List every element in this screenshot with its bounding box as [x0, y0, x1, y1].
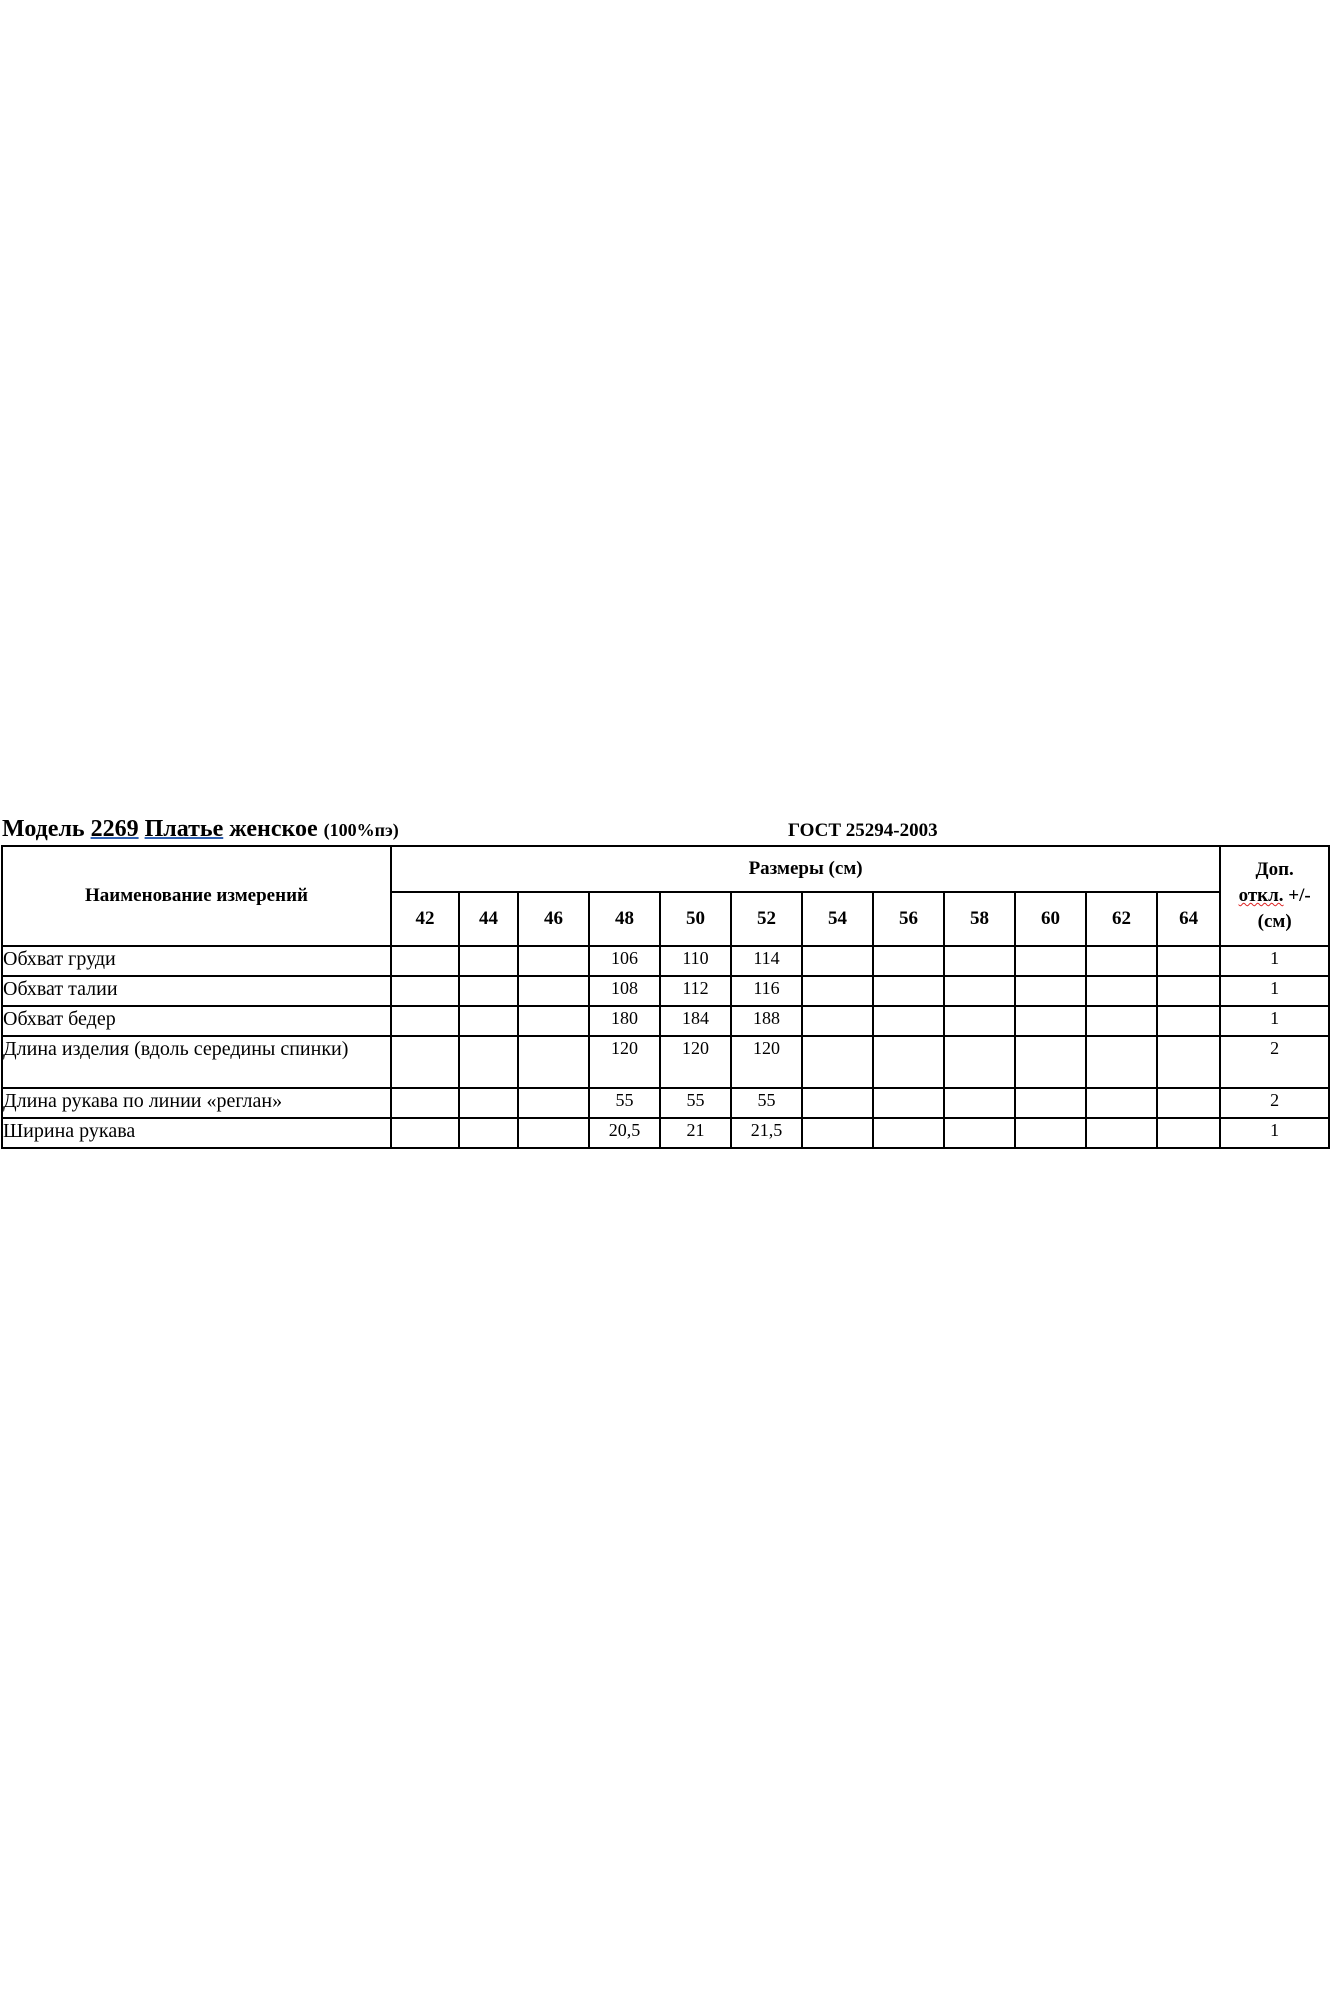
- size-value-50: 21: [660, 1118, 731, 1148]
- size-value-64: [1157, 1036, 1220, 1088]
- size-value-48: 20,5: [589, 1118, 660, 1148]
- size-value-60: [1015, 1118, 1086, 1148]
- size-value-42: [391, 1006, 459, 1036]
- size-value-46: [518, 946, 589, 976]
- allowed-deviation: 2: [1220, 1036, 1329, 1088]
- size-header-48: 48: [589, 892, 660, 946]
- size-value-52: 21,5: [731, 1118, 802, 1148]
- table-row: [2, 946, 1329, 976]
- size-value-64: [1157, 1118, 1220, 1148]
- size-header-42: 42: [391, 892, 459, 946]
- size-value-62: [1086, 1088, 1157, 1118]
- size-header-44: 44: [459, 892, 518, 946]
- allowed-deviation: 1: [1220, 1118, 1329, 1148]
- size-value-62: [1086, 946, 1157, 976]
- size-value-48: 108: [589, 976, 660, 1006]
- size-header-54: 54: [802, 892, 873, 946]
- size-value-44: [459, 1118, 518, 1148]
- size-value-44: [459, 1088, 518, 1118]
- size-header-64: 64: [1157, 892, 1220, 946]
- table-row: [2, 1118, 1329, 1148]
- size-value-58: [944, 1088, 1015, 1118]
- sizes-group-header: Размеры (см): [391, 846, 1220, 892]
- table-row: [2, 1006, 1329, 1036]
- size-value-64: [1157, 1088, 1220, 1118]
- size-value-56: [873, 946, 944, 976]
- size-value-62: [1086, 976, 1157, 1006]
- table-row: [2, 1088, 1329, 1118]
- size-value-54: [802, 1036, 873, 1088]
- deviation-header-part4: (см): [1257, 911, 1292, 932]
- size-value-58: [944, 976, 1015, 1006]
- size-value-60: [1015, 1088, 1086, 1118]
- size-value-56: [873, 1088, 944, 1118]
- allowed-deviation: 1: [1220, 946, 1329, 976]
- measurement-name: Длина рукава по линии «реглан»: [2, 1088, 391, 1118]
- measurement-name: Длина изделия (вдоль середины спинки): [2, 1036, 391, 1088]
- size-value-50: 184: [660, 1006, 731, 1036]
- size-value-60: [1015, 1006, 1086, 1036]
- size-value-44: [459, 1036, 518, 1088]
- size-value-64: [1157, 946, 1220, 976]
- size-value-42: [391, 1036, 459, 1088]
- model-title: [2, 812, 399, 847]
- size-value-42: [391, 1118, 459, 1148]
- size-value-56: [873, 1118, 944, 1148]
- size-value-54: [802, 1118, 873, 1148]
- size-value-60: [1015, 976, 1086, 1006]
- size-value-52: 188: [731, 1006, 802, 1036]
- size-value-50: 55: [660, 1088, 731, 1118]
- size-value-56: [873, 1036, 944, 1088]
- measurement-name: Обхват груди: [2, 946, 391, 976]
- size-value-48: 180: [589, 1006, 660, 1036]
- size-value-62: [1086, 1036, 1157, 1088]
- standard-code: ГОСТ 25294-2003: [788, 820, 938, 841]
- size-value-48: 106: [589, 946, 660, 976]
- deviation-header-part1: Доп.: [1255, 859, 1294, 880]
- deviation-header: [1220, 846, 1329, 946]
- size-value-46: [518, 1036, 589, 1088]
- size-value-50: 112: [660, 976, 731, 1006]
- allowed-deviation: 1: [1220, 976, 1329, 1006]
- size-value-60: [1015, 946, 1086, 976]
- size-value-50: 120: [660, 1036, 731, 1088]
- size-value-46: [518, 1088, 589, 1118]
- size-header-62: 62: [1086, 892, 1157, 946]
- size-value-44: [459, 976, 518, 1006]
- size-value-56: [873, 976, 944, 1006]
- size-header-58: 58: [944, 892, 1015, 946]
- size-value-54: [802, 1006, 873, 1036]
- measurement-name-header: Наименование измерений: [2, 846, 391, 946]
- size-value-64: [1157, 1006, 1220, 1036]
- size-value-52: 120: [731, 1036, 802, 1088]
- size-value-52: 114: [731, 946, 802, 976]
- size-value-48: 120: [589, 1036, 660, 1088]
- product-gender: женское: [229, 816, 318, 842]
- size-value-56: [873, 1006, 944, 1036]
- document-header: [2, 812, 1328, 846]
- size-value-46: [518, 1118, 589, 1148]
- size-value-50: 110: [660, 946, 731, 976]
- size-value-54: [802, 946, 873, 976]
- size-value-42: [391, 1088, 459, 1118]
- size-header-52: 52: [731, 892, 802, 946]
- size-value-58: [944, 1006, 1015, 1036]
- measurement-name: Ширина рукава: [2, 1118, 391, 1148]
- size-value-60: [1015, 1036, 1086, 1088]
- size-value-44: [459, 1006, 518, 1036]
- size-value-46: [518, 1006, 589, 1036]
- allowed-deviation: 1: [1220, 1006, 1329, 1036]
- size-value-44: [459, 946, 518, 976]
- measurement-name: Обхват талии: [2, 976, 391, 1006]
- model-label: Модель: [2, 816, 85, 842]
- fabric-composition: (100%пэ): [323, 820, 399, 840]
- size-value-64: [1157, 976, 1220, 1006]
- size-chart-table: [1, 845, 1330, 1149]
- size-value-58: [944, 946, 1015, 976]
- size-value-52: 116: [731, 976, 802, 1006]
- allowed-deviation: 2: [1220, 1088, 1329, 1118]
- size-value-54: [802, 976, 873, 1006]
- deviation-header-part3: +/-: [1288, 885, 1311, 906]
- deviation-header-part2: откл.: [1238, 885, 1284, 906]
- size-value-54: [802, 1088, 873, 1118]
- size-header-50: 50: [660, 892, 731, 946]
- size-value-42: [391, 976, 459, 1006]
- size-value-62: [1086, 1118, 1157, 1148]
- size-value-62: [1086, 1006, 1157, 1036]
- size-value-52: 55: [731, 1088, 802, 1118]
- product-name: Платье: [144, 816, 224, 842]
- size-header-56: 56: [873, 892, 944, 946]
- size-value-46: [518, 976, 589, 1006]
- measurement-name: Обхват бедер: [2, 1006, 391, 1036]
- size-value-42: [391, 946, 459, 976]
- model-number: 2269: [90, 816, 139, 842]
- size-header-60: 60: [1015, 892, 1086, 946]
- size-value-58: [944, 1036, 1015, 1088]
- size-header-46: 46: [518, 892, 589, 946]
- size-value-48: 55: [589, 1088, 660, 1118]
- table-row: [2, 976, 1329, 1006]
- size-value-58: [944, 1118, 1015, 1148]
- table-row: [2, 1036, 1329, 1088]
